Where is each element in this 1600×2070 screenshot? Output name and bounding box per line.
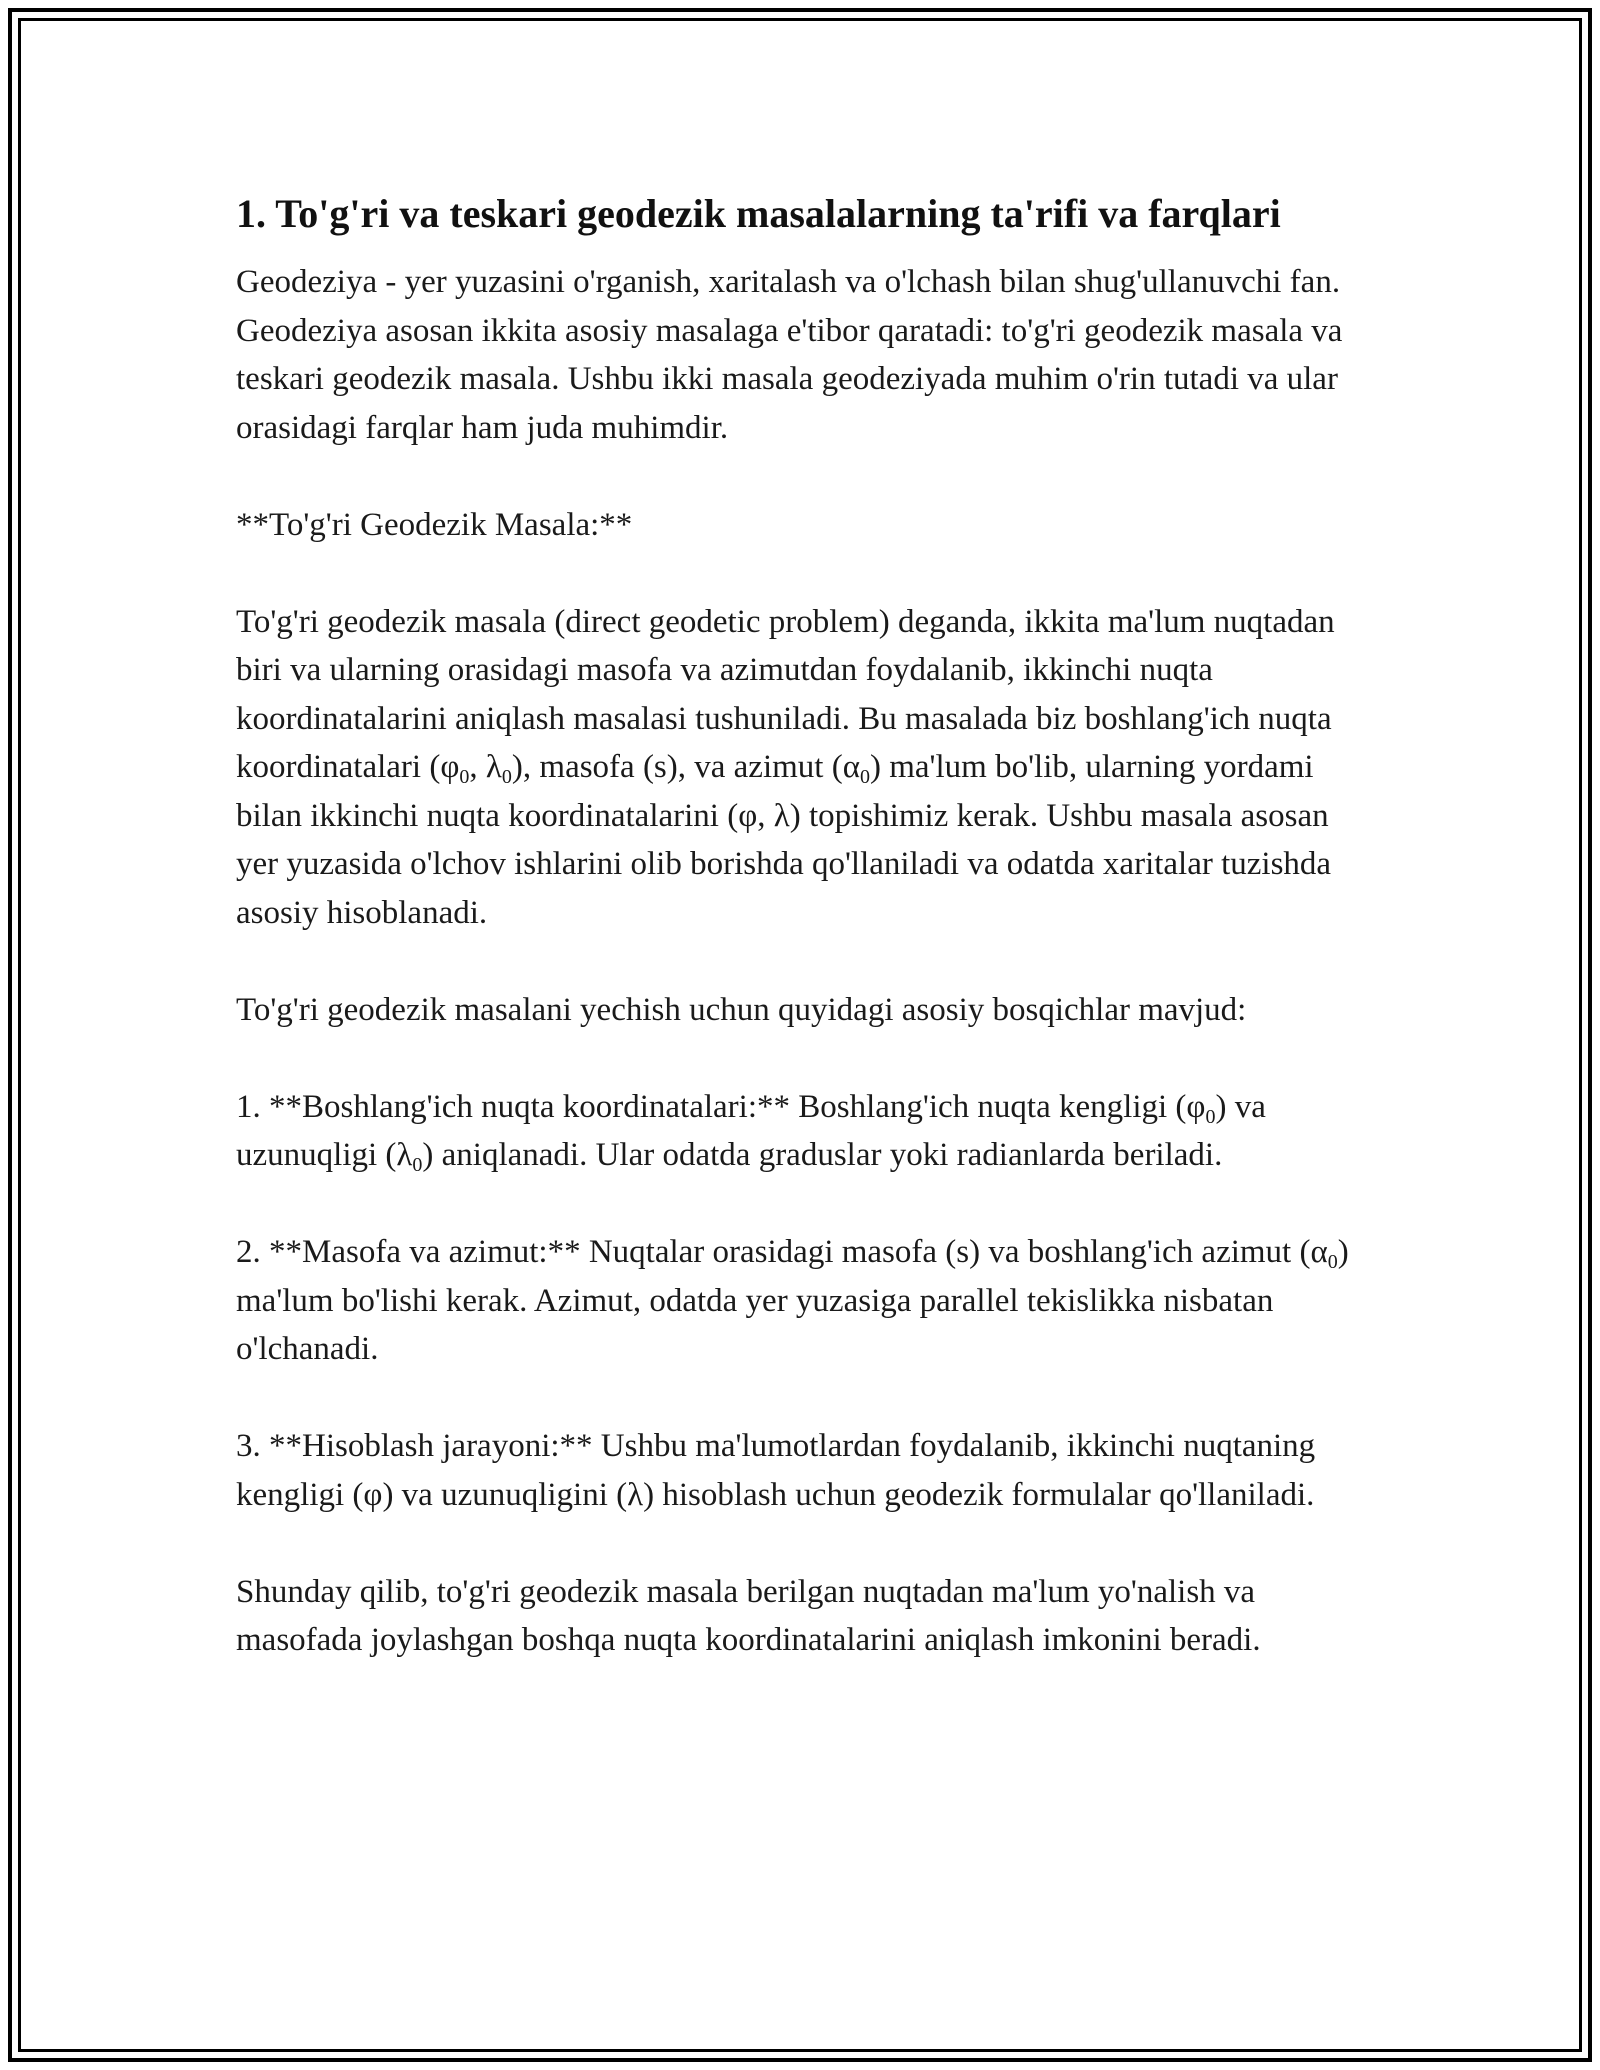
- definition-text-4: ) ma'lum bo'lib, ularning yordami bilan ikkinchi nuqta koordinatalarini (φ, λ) topishimiz kerak. Ushbu masala asosan yer yuzasida o'lchov ishlarini olib borishda qo'llaniladi va odatda xaritalar tuzishda asosiy hisoblanadi.: [236, 749, 1332, 931]
- definition-paragraph: [236, 598, 1376, 938]
- subscript-zero: 0: [860, 766, 870, 788]
- step-1-text-1: 1. **Boshlang'ich nuqta koordinatalari:** Boshlang'ich nuqta kengligi (φ: [236, 1088, 1206, 1125]
- step-1-paragraph: [236, 1083, 1376, 1180]
- page-title: 1. To'g'ri va teskari geodezik masalalarning ta'rifi va farqlari: [236, 191, 1281, 236]
- section-title: **To'g'ri Geodezik Masala:**: [236, 506, 633, 543]
- step-2-text-1: 2. **Masofa va azimut:** Nuqtalar orasidagi masofa (s) va boshlang'ich azimut (α: [236, 1234, 1328, 1270]
- step-1-text-3: ) aniqlanadi. Ular odatda graduslar yoki radianlarda beriladi.: [422, 1137, 1223, 1173]
- step-3-paragraph: 3. **Hisoblash jarayoni:** Ushbu ma'lumotlardan foydalanib, ikkinchi nuqtaning kengligi (φ) va uzunuqligini (λ) hisoblash uchun geodezik formulalar qo'llaniladi.: [236, 1428, 1316, 1513]
- steps-intro-paragraph: To'g'ri geodezik masalani yechish uchun quyidagi asosiy bosqichlar mavjud:: [236, 991, 1247, 1028]
- subscript-zero: 0: [412, 1154, 423, 1176]
- subscript-zero: 0: [459, 766, 470, 788]
- definition-text-2: , λ: [469, 749, 502, 785]
- document-body: [236, 186, 1376, 1665]
- definition-text-3: ), masofa (s), va azimut (α: [511, 749, 860, 785]
- step-2-paragraph: [236, 1228, 1376, 1374]
- step-1-text-2: ) va uzunuqligi (λ: [236, 1088, 1266, 1173]
- intro-paragraph: Geodeziya - yer yuzasini o'rganish, xaritalash va o'lchash bilan shug'ullanuvchi fan. Geodeziya asosan ikkita asosiy masalaga e'tibor qaratadi: to'g'ri geodezik masala va teskari geodezik masala. Ushbu ikki masala geodeziyada muhim o'rin tutadi va ular orasidagi farqlar ham juda muhimdir.: [236, 264, 1343, 446]
- subscript-zero: 0: [1205, 1105, 1216, 1128]
- step-2-text-2: ) ma'lum bo'lishi kerak. Azimut, odatda yer yuzasiga parallel tekislikka nisbatan o'lchanadi.: [236, 1234, 1349, 1367]
- definition-text-1: To'g'ri geodezik masala (direct geodetic problem) deganda, ikkita ma'lum nuqtadan biri va ularning orasidagi masofa va azimutdan foydalanib, ikkinchi nuqta koordinatalarini aniqlash masalasi tushuniladi. Bu masalada biz boshlang'ich nuqta koordinatalari (φ: [236, 603, 1335, 785]
- subscript-zero: 0: [501, 766, 512, 788]
- subscript-zero: 0: [1327, 1251, 1338, 1273]
- conclusion-paragraph: Shunday qilib, to'g'ri geodezik masala berilgan nuqtadan ma'lum yo'nalish va masofada joylashgan boshqa nuqta koordinatalarini aniqlash imkonini beradi.: [236, 1573, 1261, 1658]
